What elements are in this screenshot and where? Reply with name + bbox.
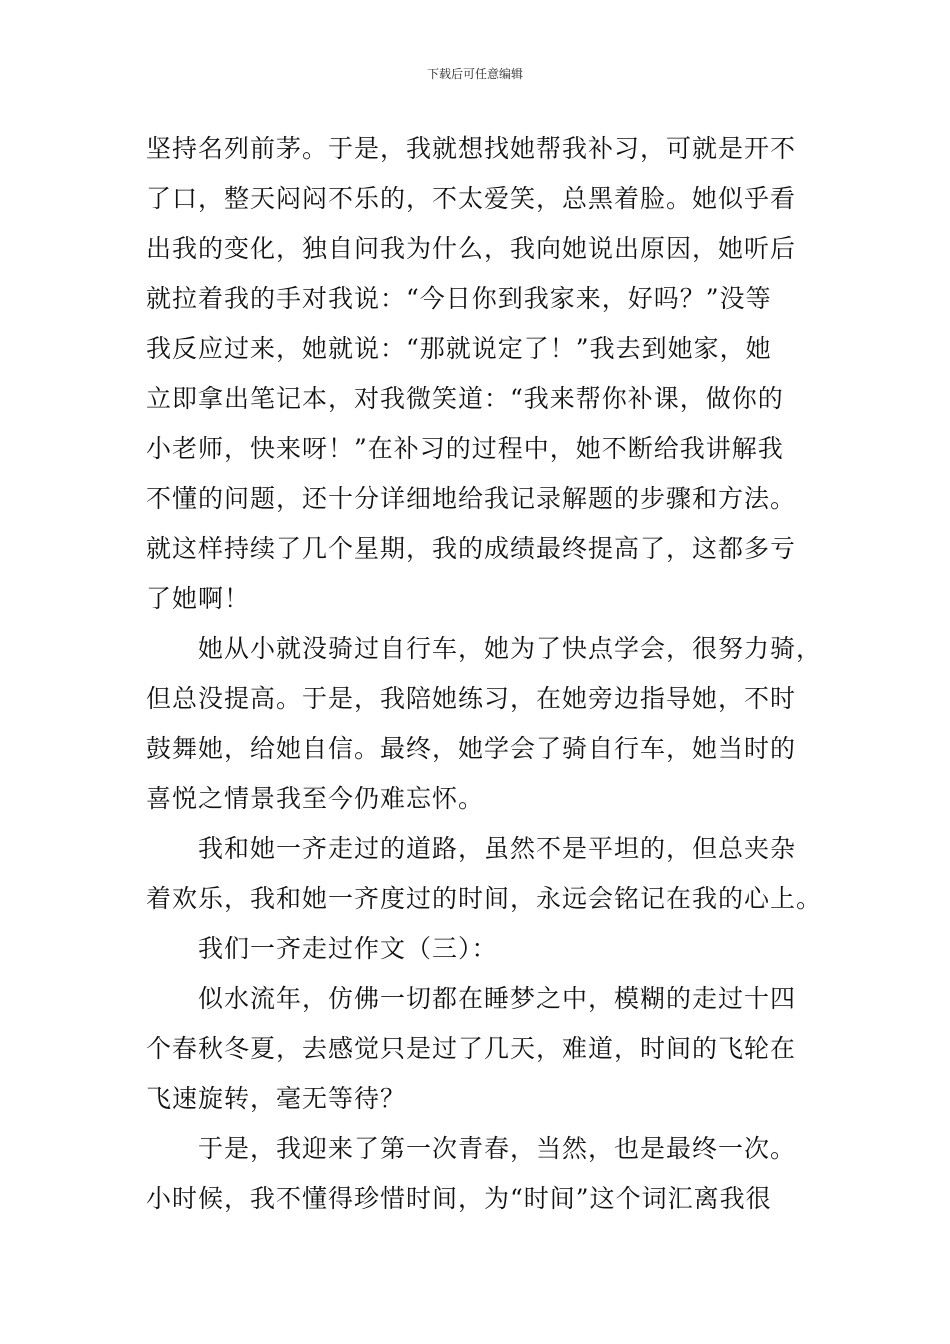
text-line: 坚持名列前茅。于是，我就想找她帮我补习，可就是开不 xyxy=(146,134,797,163)
text-line: 了她啊！ xyxy=(146,584,251,613)
text-line: 就这样持续了几个星期，我的成绩最终提高了，这都多亏 xyxy=(146,534,797,563)
text-line: 但总没提高。于是，我陪她练习，在她旁边指导她，不时 xyxy=(146,684,797,713)
text-line: 小老师，快来呀！”在补习的过程中，她不断给我讲解我 xyxy=(146,434,784,463)
page-header: 下载后可任意编辑 xyxy=(426,67,523,81)
text-line: 我和她一齐走过的道路，虽然不是平坦的，但总夹杂 xyxy=(198,834,797,863)
text-line: 不懂的问题，还十分详细地给我记录解题的步骤和方法。 xyxy=(146,484,797,513)
text-line: 她从小就没骑过自行车，她为了快点学会，很努力骑， xyxy=(198,634,823,663)
text-line: 飞速旋转，毫无等待？ xyxy=(146,1084,407,1113)
text-line: 出我的变化，独自问我为什么，我向她说出原因，她听后 xyxy=(146,234,797,263)
text-line: 鼓舞她，给她自信。最终，她学会了骑自行车，她当时的 xyxy=(146,734,797,763)
text-line: 于是，我迎来了第一次青春，当然，也是最终一次。 xyxy=(198,1134,797,1163)
text-line: 似水流年，仿佛一切都在睡梦之中，模糊的走过十四 xyxy=(198,984,797,1013)
text-line: 立即拿出笔记本，对我微笑道：“我来帮你补课，做你的 xyxy=(146,384,784,413)
text-line: 小时候，我不懂得珍惜时间，为“时间”这个词汇离我很 xyxy=(146,1184,772,1213)
text-line: 我反应过来，她就说：“那就说定了！”我去到她家，她 xyxy=(146,334,772,363)
text-line: 个春秋冬夏，去感觉只是过了几天，难道，时间的飞轮在 xyxy=(146,1034,797,1063)
text-line: 了口，整天闷闷不乐的，不太爱笑，总黑着脸。她似乎看 xyxy=(146,184,797,213)
text-line: 喜悦之情景我至今仍难忘怀。 xyxy=(146,784,485,813)
section-heading: 我们一齐走过作文（三）： xyxy=(198,934,498,963)
text-line: 着欢乐，我和她一齐度过的时间，永远会铭记在我的心上。 xyxy=(146,884,823,913)
text-line: 就拉着我的手对我说：“今日你到我家来，好吗？”没等 xyxy=(146,284,772,313)
document-body xyxy=(146,124,826,1224)
